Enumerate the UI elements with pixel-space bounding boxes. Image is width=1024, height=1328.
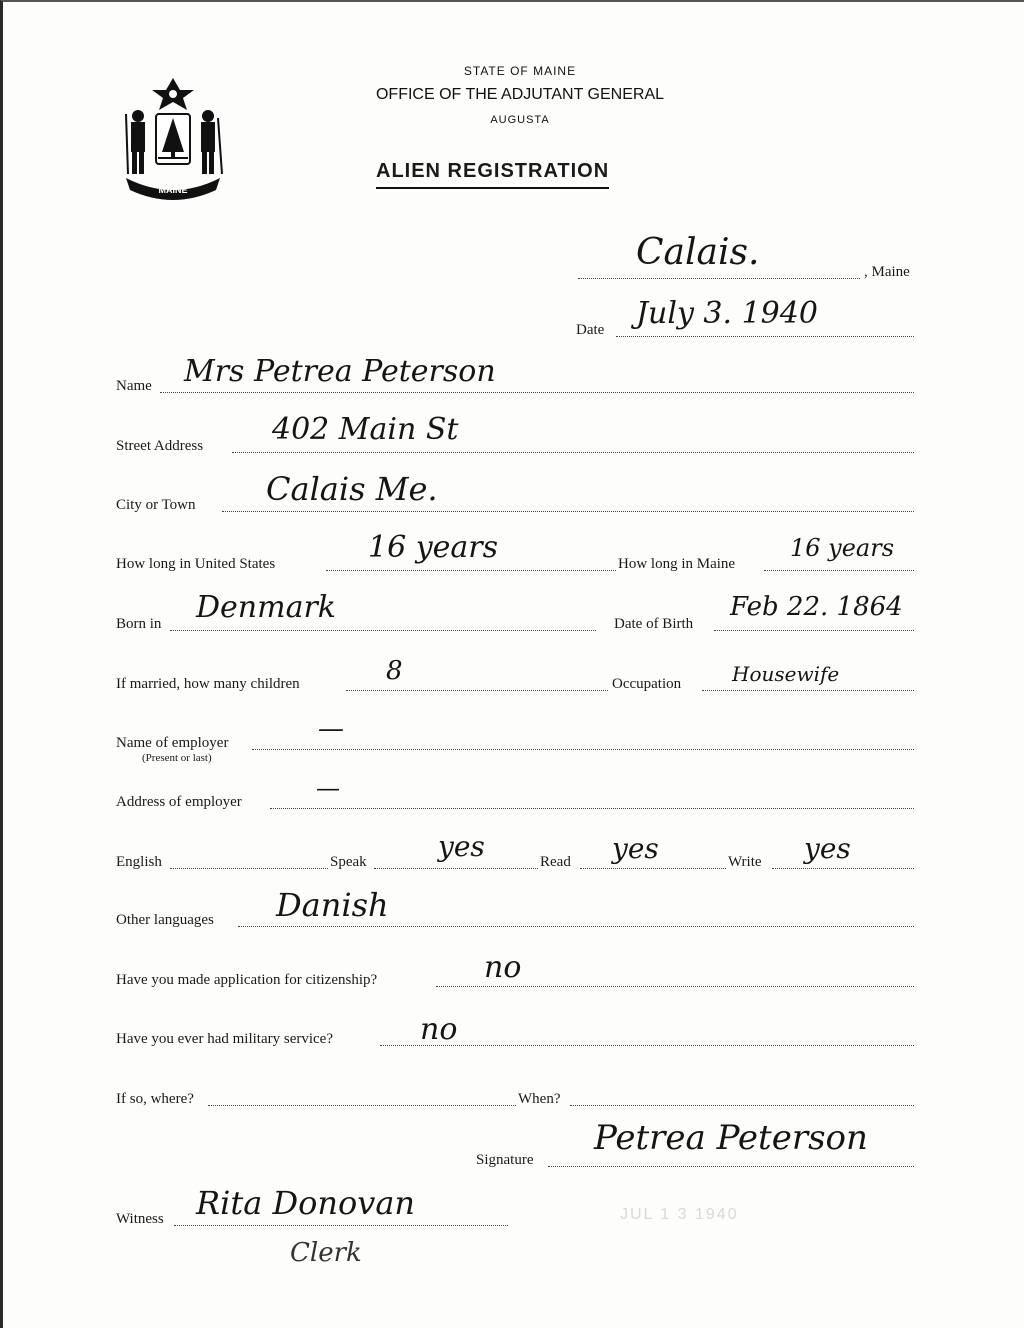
header-state: STATE OF MAINE (463, 64, 577, 78)
occupation-value: Housewife (732, 662, 840, 686)
when-label: When? (518, 1091, 561, 1107)
english-label: English (116, 854, 162, 870)
employer-name-label: Name of employer (116, 735, 229, 751)
born-in-value: Denmark (196, 590, 336, 625)
write-label: Write (728, 854, 762, 870)
maine-state-seal (118, 74, 228, 204)
date-value: July 3. 1940 (636, 296, 818, 331)
svg-text:MAINE: MAINE (158, 185, 188, 195)
town-value: Calais. (636, 232, 760, 273)
street-label: Street Address (116, 438, 204, 454)
date-of-birth-value: Feb 22. 1864 (730, 592, 903, 622)
if-so-where-label: If so, where? (116, 1091, 194, 1107)
occupation-label: Occupation (612, 676, 682, 692)
how-long-us-label: How long in United States (116, 556, 276, 572)
name-value: Mrs Petrea Peterson (184, 354, 496, 389)
maine-label: , Maine (864, 264, 910, 280)
witness-value: Rita Donovan (196, 1184, 415, 1222)
date-label: Date (576, 322, 605, 338)
employer-address-value: — (316, 774, 340, 802)
how-long-maine-label: How long in Maine (618, 556, 736, 572)
children-label: If married, how many children (116, 676, 300, 692)
form-title: ALIEN REGISTRATION (376, 160, 609, 189)
military-label: Have you ever had military service? (116, 1031, 333, 1047)
speak-label: Speak (330, 854, 367, 870)
employer-name-value: — (318, 714, 344, 744)
city-town-label: City or Town (116, 497, 196, 513)
date-of-birth-label: Date of Birth (614, 616, 694, 632)
header-office: OFFICE OF THE ADJUTANT GENERAL (375, 86, 665, 103)
signature-label: Signature (476, 1152, 534, 1168)
other-languages-value: Danish (276, 886, 389, 924)
how-long-maine-value: 16 years (790, 534, 895, 562)
city-town-value: Calais Me. (266, 470, 438, 508)
faint-date-stamp: JUL 1 3 1940 (620, 1206, 739, 1223)
signature-value: Petrea Peterson (594, 1118, 868, 1158)
write-value: yes (804, 832, 851, 865)
name-label: Name (116, 378, 152, 394)
speak-value: yes (438, 830, 485, 863)
witness-label: Witness (116, 1211, 164, 1227)
citizenship-value: no (484, 950, 522, 985)
read-value: yes (612, 832, 659, 865)
street-value: 402 Main St (272, 412, 459, 447)
read-label: Read (540, 854, 571, 870)
employer-name-sublabel: (Present or last) (142, 752, 212, 764)
citizenship-label: Have you made application for citizenship? (116, 972, 378, 988)
other-languages-label: Other languages (116, 912, 214, 928)
employer-address-label: Address of employer (116, 794, 242, 810)
witness-title-value: Clerk (290, 1238, 362, 1268)
how-long-us-value: 16 years (368, 530, 499, 565)
children-value: 8 (386, 656, 403, 686)
born-in-label: Born in (116, 616, 162, 632)
military-value: no (420, 1012, 458, 1047)
header-city: AUGUSTA (490, 114, 550, 126)
